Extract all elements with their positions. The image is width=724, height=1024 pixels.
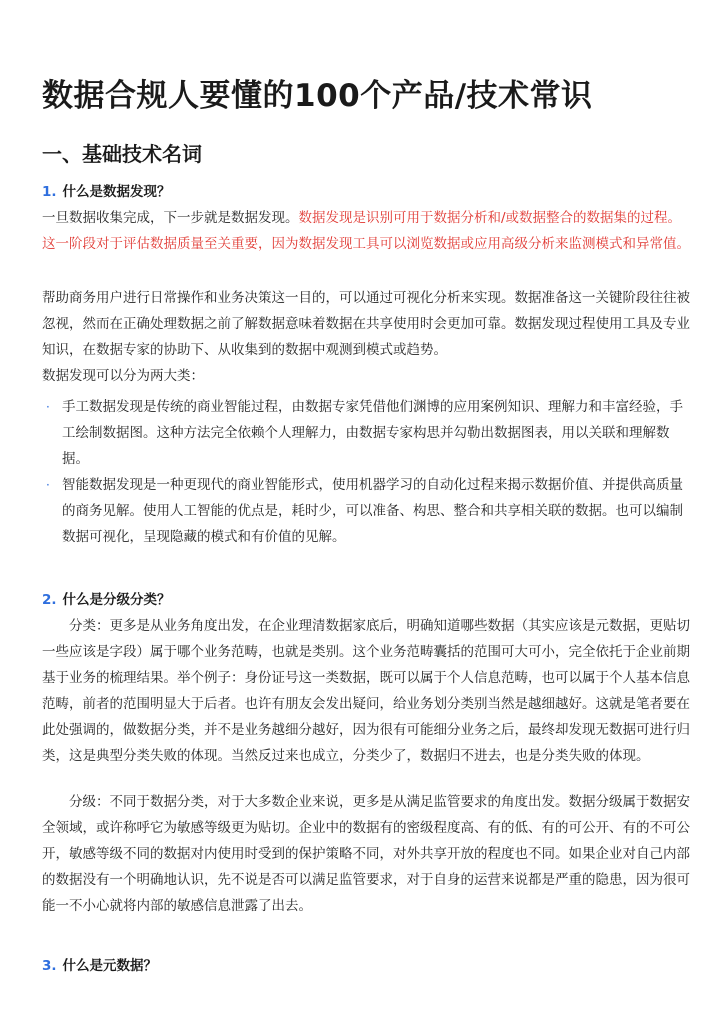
question-2-paragraph-2: 分级：不同于数据分类，对于大多数企业来说，更多是从满足监管要求的角度出发。数据分级属于数据安全领域，或许称呼它为敏感等级更为贴切。企业中的数据有的密级程度高、有的低、有的可公开、有的不可公开，敏感等级不同的数据对内使用时受到的保护策略不同，对外共享开放的程度也不同。如果企业对自己内部的数据没有一个明确地认识，先不说是否可以满足监管要求，对于自身的运营来说都是严重的隐患，因为很可能一不小心就将内部的敏感信息泄露了出去。 xyxy=(42,794,690,914)
paragraph-plain-text: 一旦数据收集完成，下一步就是数据发现。 xyxy=(42,210,299,226)
question-2-title: 什么是分级分类？ xyxy=(62,592,171,608)
document-title: 数据合规人要懂的100个产品/技术常识 xyxy=(42,78,593,114)
question-1-number: 1. xyxy=(42,184,57,200)
question-1-paragraph-3: 数据发现可以分为两大类： xyxy=(42,368,204,384)
question-2-heading xyxy=(42,588,171,608)
list-item-text: 手工数据发现是传统的商业智能过程，由数据专家凭借他们渊博的应用案例知识、理解力和丰富经验，手工绘制数据图。这种方法完全依赖个人理解力，由数据专家构思并勾勒出数据图表，用以关联和理解数据。 xyxy=(62,399,683,467)
paragraph-highlight-text: 数据发现是识别可用于数据分析和/或数据整合的数据集的过程。这一阶段对于评估数据质量至关重要，因为数据发现工具可以浏览数据或应用高级分析来监测模式和异常值。 xyxy=(42,210,690,252)
question-1-bullet-list xyxy=(42,394,690,550)
question-1-heading xyxy=(42,180,171,200)
question-1-title: 什么是数据发现？ xyxy=(62,184,171,200)
question-3-heading xyxy=(42,954,157,974)
question-1-paragraph-1 xyxy=(42,205,690,257)
bullet-dot-icon: · xyxy=(46,400,50,414)
question-3-title: 什么是元数据？ xyxy=(62,958,158,974)
question-3-number: 3. xyxy=(42,958,57,974)
list-item-text: 智能数据发现是一种更现代的商业智能形式，使用机器学习的自动化过程来揭示数据价值、并提供高质量的商务见解。使用人工智能的优点是，耗时少，可以准备、构思、整合和共享相关联的数据。也可以编制数据可视化，呈现隐藏的模式和有价值的见解。 xyxy=(62,477,683,545)
question-1-paragraph-2: 帮助商务用户进行日常操作和业务决策这一目的，可以通过可视化分析来实现。数据准备这一关键阶段往往被忽视，然而在正确处理数据之前了解数据意味着数据在共享使用时会更加可靠。数据发现过程使用工具及专业知识，在数据专家的协助下、从收集到的数据中观测到模式或趋势。 xyxy=(42,290,690,358)
section-title: 一、基础技术名词 xyxy=(42,142,202,166)
question-2-number: 2. xyxy=(42,592,57,608)
list-item xyxy=(42,472,690,550)
list-item xyxy=(42,394,690,472)
bullet-dot-icon: · xyxy=(46,478,50,492)
question-2-paragraph-1: 分类：更多是从业务角度出发，在企业理清数据家底后，明确知道哪些数据（其实应该是元数据，更贴切一些应该是字段）属于哪个业务范畴，也就是类别。这个业务范畴囊括的范围可大可小，完全依托于企业前期基于业务的梳理结果。举个例子：身份证号这一类数据，既可以属于个人信息范畴，也可以属于个人基本信息范畴，前者的范围明显大于后者。也许有朋友会发出疑问，给业务划分类别当然是越细越好。这就是笔者要在此处强调的，做数据分类，并不是业务越细分越好，因为很有可能细分业务之后，最终却发现无数据可进行归类，这是典型分类失败的体现。当然反过来也成立，分类少了，数据归不进去，也是分类失败的体现。 xyxy=(42,618,690,764)
